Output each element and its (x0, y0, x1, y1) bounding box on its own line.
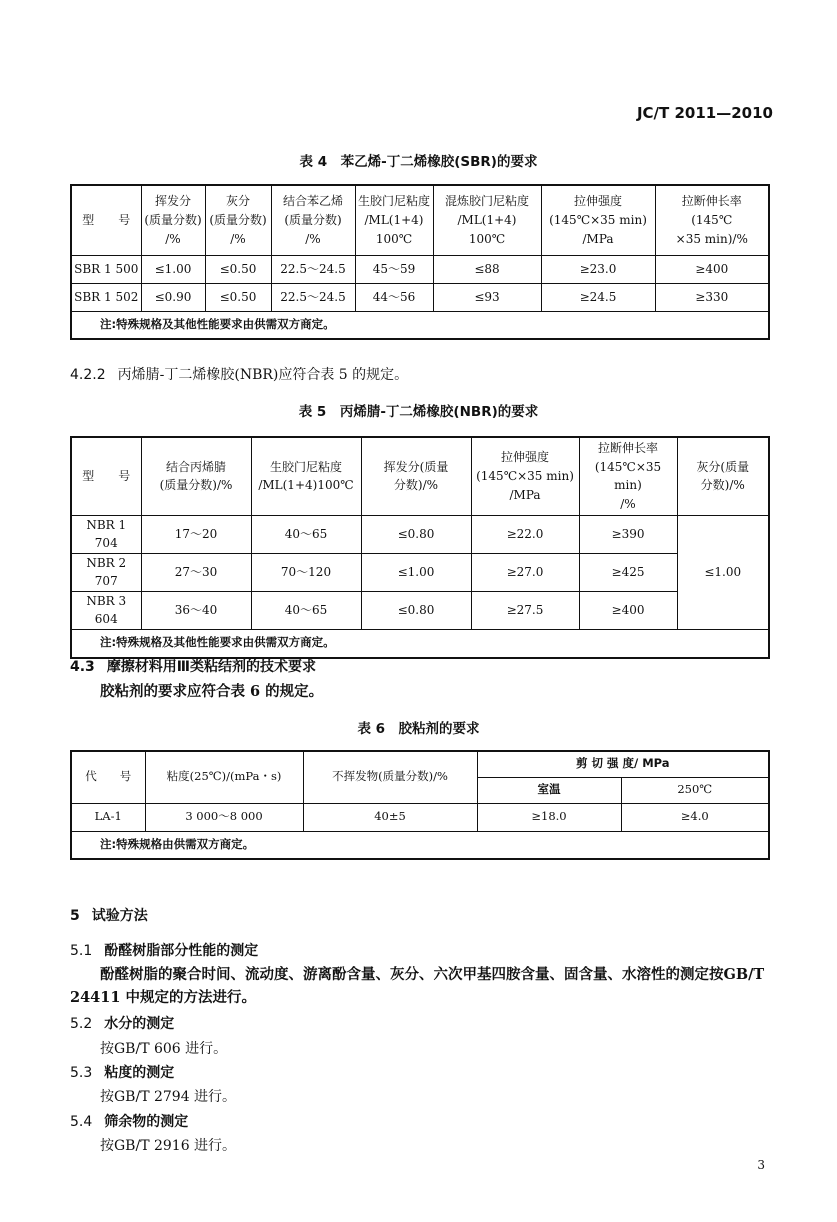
table4-cell: ≤0.50 (205, 283, 271, 311)
table6-head-code: 代 号 (71, 751, 145, 803)
table4-cell: 45～59 (355, 255, 433, 283)
section-number: 5.1 (70, 943, 93, 959)
table5-head-mooney: 生胶门尼粘度 /ML(1+4)100℃ (251, 437, 361, 515)
table5-cell: ≤0.80 (361, 515, 471, 553)
table4-cell: ≥330 (655, 283, 769, 311)
table4-cell: ≤0.50 (205, 255, 271, 283)
table6-cell: 3 000～8 000 (145, 803, 303, 831)
table5-head-model: 型 号 (71, 437, 141, 515)
table4-cell: ≥23.0 (541, 255, 655, 283)
table5-cell: ≥425 (579, 553, 677, 591)
table4-head-raw-mooney: 生胶门尼粘度 /ML(1+4) 100℃ (355, 185, 433, 255)
section-number: 5.3 (70, 1065, 93, 1081)
table4-head-elongation: 拉断伸长率 (145℃ ×35 min)/% (655, 185, 769, 255)
section-title: 酚醛树脂部分性能的测定 (104, 943, 259, 959)
table4-cell: 44～56 (355, 283, 433, 311)
table4-cell: 22.5～24.5 (271, 283, 355, 311)
table5-cell: 70～120 (251, 553, 361, 591)
table6-cell: ≥18.0 (477, 803, 621, 831)
table4-head-tensile: 拉伸强度 (145℃×35 min) /MPa (541, 185, 655, 255)
section-number: 5 (70, 908, 80, 924)
table4-head-ash: 灰分 (质量分数) /% (205, 185, 271, 255)
table6-cell: LA-1 (71, 803, 145, 831)
table4-cell: ≤0.90 (141, 283, 205, 311)
table-row (71, 591, 769, 629)
table5-head-acrylonitrile: 结合丙烯腈 (质量分数)/% (141, 437, 251, 515)
section-number: 4.3 (70, 659, 95, 675)
table6-note: 注:特殊规格由供需双方商定。 (71, 831, 769, 859)
section-5-2-heading (70, 1013, 174, 1033)
table5 (70, 436, 770, 659)
table5-cell: ≥400 (579, 591, 677, 629)
table5-caption: 表 5 丙烯腈-丁二烯橡胶(NBR)的要求 (298, 404, 539, 420)
table6-cell: ≥4.0 (621, 803, 769, 831)
table5-cell: 27～30 (141, 553, 251, 591)
section-title: 水分的测定 (104, 1016, 175, 1032)
table5-head-volatile: 挥发分(质量 分数)/% (361, 437, 471, 515)
page-number: 3 (757, 1158, 765, 1172)
table6-head-nonvolatile: 不挥发物(质量分数)/% (303, 751, 477, 803)
section-4-3-heading (70, 656, 316, 676)
table6-head-250c: 250℃ (621, 777, 769, 803)
table6-caption: 表 6 胶粘剂的要求 (357, 721, 480, 737)
section-title: 筛余物的测定 (104, 1114, 189, 1130)
table4-caption: 表 4 苯乙烯-丁二烯橡胶(SBR)的要求 (299, 154, 538, 170)
table-row (71, 803, 769, 831)
table5-cell: NBR 3 604 (71, 591, 141, 629)
table5-cell: 40～65 (251, 515, 361, 553)
section-5-3-text: 按GB/T 2794 进行。 (100, 1089, 237, 1105)
table5-cell: ≥27.0 (471, 553, 579, 591)
table6-head-viscosity: 粘度(25℃)/(mPa・s) (145, 751, 303, 803)
table5-cell: ≥27.5 (471, 591, 579, 629)
table4-head-styrene: 结合苯乙烯 (质量分数) /% (271, 185, 355, 255)
section-number: 5.4 (70, 1114, 93, 1130)
table4-header-row (71, 185, 769, 255)
section-5-2-text: 按GB/T 606 进行。 (100, 1041, 228, 1057)
table5-note: 注:特殊规格及其他性能要求由供需双方商定。 (71, 630, 769, 658)
table4 (70, 184, 770, 340)
table4-cell: ≥400 (655, 255, 769, 283)
table5-cell: 17～20 (141, 515, 251, 553)
section-title: 试验方法 (91, 908, 148, 924)
table4-cell: ≥24.5 (541, 283, 655, 311)
table4-cell: ≤1.00 (141, 255, 205, 283)
table6 (70, 750, 770, 860)
section-5-1-text: 酚醛树脂的聚合时间、流动度、游离酚含量、灰分、六次甲基四胺含量、固含量、水溶性的测定按GB/T 24411 中规定的方法进行。 (70, 966, 765, 1006)
section-5-4-text: 按GB/T 2916 进行。 (100, 1138, 237, 1154)
table6-head-room-temp: 室温 (477, 777, 621, 803)
table5-cell: ≤1.00 (361, 553, 471, 591)
table6-cell: 40±5 (303, 803, 477, 831)
table6-head-shear: 剪 切 强 度/ MPa (477, 751, 769, 777)
table5-cell: 40～65 (251, 591, 361, 629)
table4-cell: 22.5～24.5 (271, 255, 355, 283)
clause-number: 4.2.2 (70, 367, 106, 383)
table4-head-mixed-mooney: 混炼胶门尼粘度 /ML(1+4) 100℃ (433, 185, 541, 255)
table4-head-model: 型 号 (71, 185, 141, 255)
table5-cell: ≥22.0 (471, 515, 579, 553)
table5-header-row (71, 437, 769, 515)
section-title: 粘度的测定 (104, 1065, 175, 1081)
table4-head-volatile: 挥发分 (质量分数) /% (141, 185, 205, 255)
section-5-4-heading (70, 1111, 188, 1131)
table-row (71, 515, 769, 553)
section-5-1-heading (70, 940, 258, 960)
table5-head-ash: 灰分(质量 分数)/% (677, 437, 769, 515)
table5-cell: NBR 1 704 (71, 515, 141, 553)
table5-ash-merged: ≤1.00 (677, 515, 769, 630)
clause-text: 丙烯腈-丁二烯橡胶(NBR)应符合表 5 的规定。 (117, 367, 409, 383)
table4-cell: SBR 1 502 (71, 283, 141, 311)
section-5-3-heading (70, 1062, 174, 1082)
section-5-heading (70, 905, 148, 925)
table4-cell: SBR 1 500 (71, 255, 141, 283)
section-title: 摩擦材料用Ⅲ类粘结剂的技术要求 (106, 659, 317, 675)
table-row (71, 283, 769, 311)
table5-cell: 36～40 (141, 591, 251, 629)
table4-cell: ≤93 (433, 283, 541, 311)
table-row (71, 553, 769, 591)
table-row (71, 255, 769, 283)
section-number: 5.2 (70, 1016, 93, 1032)
table4-cell: ≤88 (433, 255, 541, 283)
standard-number: JC/T 2011—2010 (636, 104, 773, 122)
table5-cell: ≤0.80 (361, 591, 471, 629)
section-4-3-text: 胶粘剂的要求应符合表 6 的规定。 (100, 683, 324, 700)
table5-head-elongation: 拉断伸长率 (145℃×35 min) /% (579, 437, 677, 515)
table5-head-tensile: 拉伸强度 (145℃×35 min) /MPa (471, 437, 579, 515)
table4-note: 注:特殊规格及其他性能要求由供需双方商定。 (71, 311, 769, 339)
clause-4-2-2 (70, 364, 408, 384)
table5-cell: ≥390 (579, 515, 677, 553)
table5-cell: NBR 2 707 (71, 553, 141, 591)
